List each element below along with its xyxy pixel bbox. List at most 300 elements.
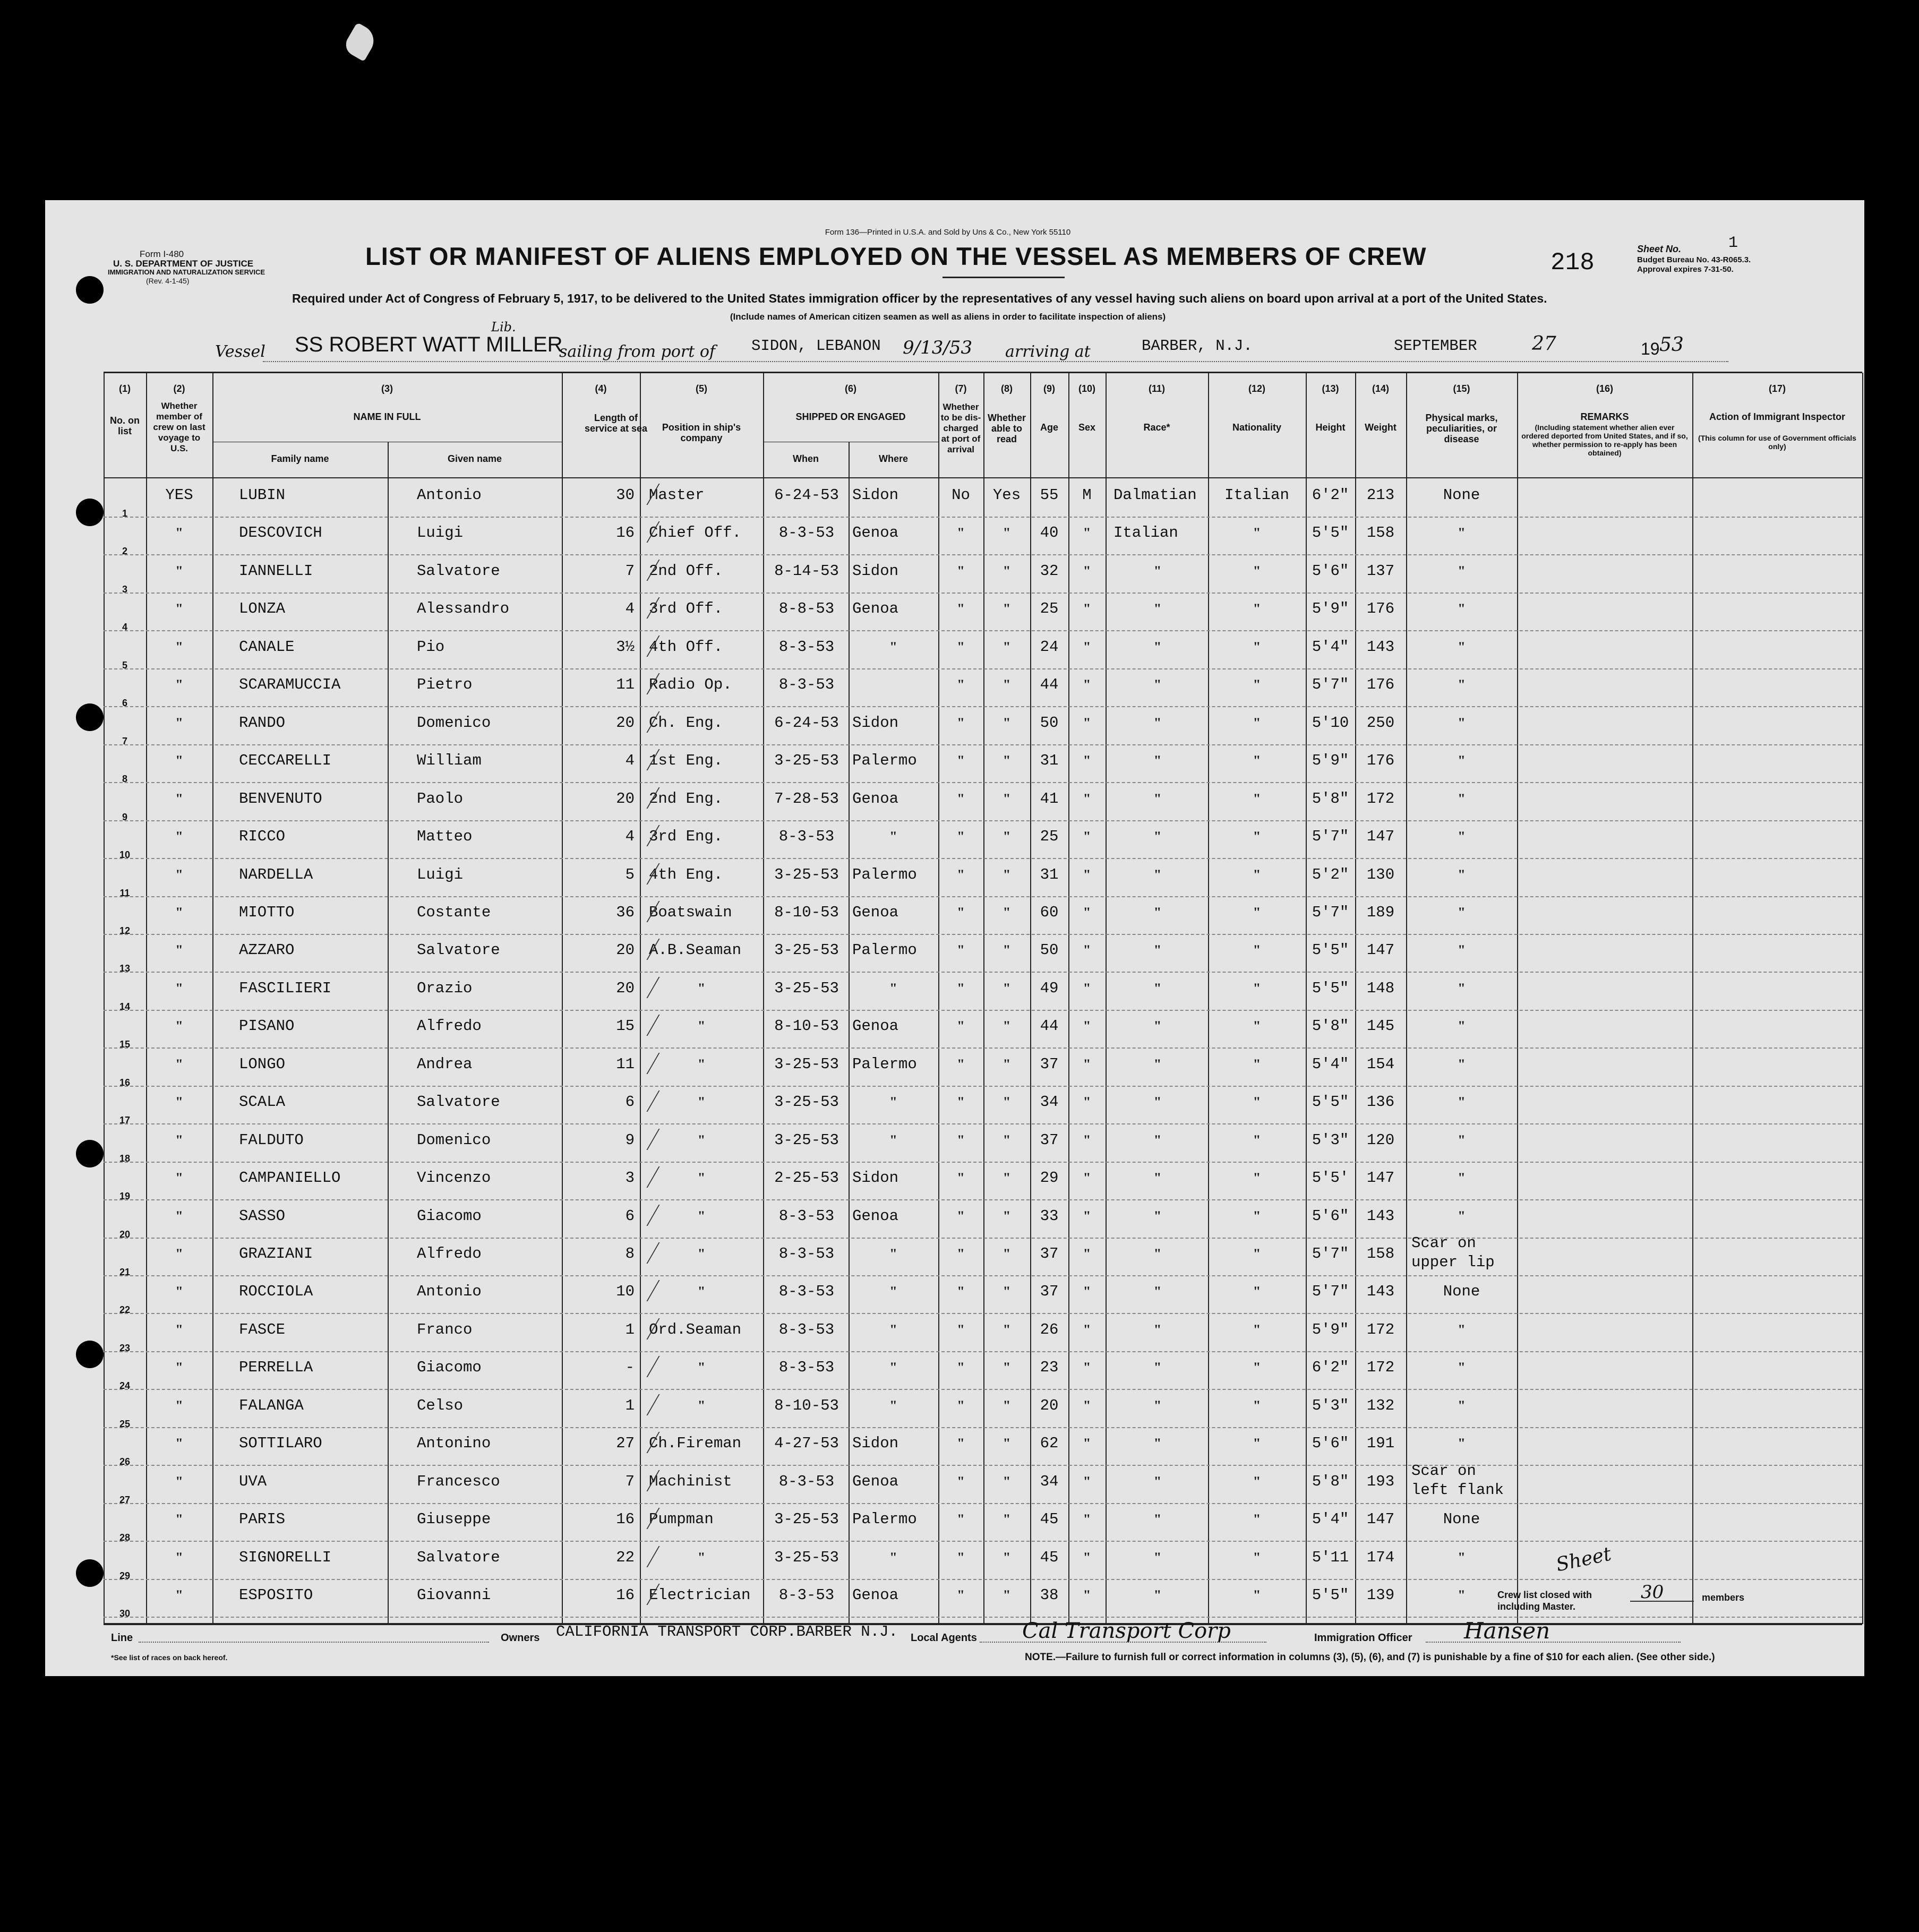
weight-cell: 172 xyxy=(1366,1320,1395,1338)
row-rule xyxy=(104,668,1862,669)
prior-member-cell: " xyxy=(175,1473,183,1489)
read-cell: " xyxy=(1003,601,1011,617)
age-cell: 37 xyxy=(1040,1245,1059,1263)
family-name-cell: ROCCIOLA xyxy=(239,1283,313,1301)
header-family-name: Family name xyxy=(271,453,329,464)
read-cell: " xyxy=(1003,715,1011,731)
col-number: (7) xyxy=(955,383,967,394)
prior-member-cell: " xyxy=(175,1549,183,1565)
age-cell: 62 xyxy=(1040,1435,1059,1453)
row-number-cell: 16 xyxy=(119,1077,131,1088)
race-cell: " xyxy=(1153,1056,1162,1072)
weight-cell: 147 xyxy=(1366,1510,1395,1529)
given-name-cell: Salvatore xyxy=(417,562,500,580)
row-rule xyxy=(104,858,1862,859)
position-cell: " xyxy=(697,1549,706,1565)
sex-cell: " xyxy=(1083,1170,1091,1186)
including-master: including Master. xyxy=(1497,1601,1576,1612)
given-name-cell: Alfredo xyxy=(417,1017,482,1035)
height-cell: 5'4" xyxy=(1312,1510,1349,1529)
prior-member-cell: " xyxy=(175,1284,183,1300)
prior-member-cell: " xyxy=(175,639,183,655)
row-number-cell: 18 xyxy=(119,1153,131,1164)
shipped-where-cell: Sidon xyxy=(852,714,899,732)
service-length-cell: 4 xyxy=(625,828,635,846)
shipped-where-cell: Sidon xyxy=(852,1435,899,1453)
given-name-cell: Alfredo xyxy=(417,1245,482,1263)
age-cell: 34 xyxy=(1040,1093,1059,1111)
shipped-when-cell: 4-27-53 xyxy=(774,1435,839,1453)
shipped-where-cell: Sidon xyxy=(852,486,899,504)
row-rule xyxy=(104,593,1862,594)
row-rule xyxy=(104,972,1862,973)
header-height: Height xyxy=(1315,422,1346,433)
row-number-cell: 15 xyxy=(119,1039,131,1050)
arrival-port: BARBER, N.J. xyxy=(1142,337,1253,355)
agents-signature: Cal Transport Corp xyxy=(1022,1619,1231,1643)
read-cell: " xyxy=(1003,677,1011,693)
crew-closed-unit: members xyxy=(1702,1592,1745,1603)
col-number: (13) xyxy=(1322,383,1339,394)
penalty-note: NOTE.—Failure to furnish full or correct information in columns (3), (5), (6), and (7) is punishable by a fine of $10 for each alien. (See other side.) xyxy=(1025,1652,1715,1663)
row-rule xyxy=(104,896,1862,897)
punch-hole xyxy=(76,703,104,731)
shipped-when-cell: 8-8-53 xyxy=(778,600,835,618)
race-note: *See list of races on back hereof. xyxy=(111,1653,228,1662)
prior-member-cell: " xyxy=(175,1587,183,1603)
physical-marks-cell: " xyxy=(1458,1549,1466,1565)
position-cell: Electrician xyxy=(649,1586,751,1604)
service-length-cell: 1 xyxy=(625,1396,635,1414)
voyage-dotted-line xyxy=(263,361,1728,362)
col-number: (15) xyxy=(1453,383,1470,394)
race-cell: " xyxy=(1153,1436,1162,1452)
physical-marks-line: left flank xyxy=(1411,1481,1504,1499)
service-length-cell: 9 xyxy=(625,1131,635,1149)
race-cell: " xyxy=(1153,1397,1162,1413)
shipped-where-cell: " xyxy=(889,829,897,845)
physical-marks-cell: " xyxy=(1458,980,1466,996)
discharged-cell: " xyxy=(957,1170,965,1186)
col-divider xyxy=(1517,373,1518,1624)
family-name-cell: RANDO xyxy=(239,714,286,732)
race-cell: " xyxy=(1153,1321,1162,1337)
given-name-cell: Salvatore xyxy=(417,941,500,959)
physical-marks-line: upper lip xyxy=(1411,1253,1495,1271)
weight-cell: 132 xyxy=(1366,1396,1395,1414)
age-cell: 31 xyxy=(1040,865,1059,883)
service-length-cell: 16 xyxy=(616,1510,635,1529)
position-cell: " xyxy=(697,1246,706,1261)
given-name-cell: Orazio xyxy=(417,979,473,997)
row-number-cell: 4 xyxy=(122,622,127,633)
discharged-cell: " xyxy=(957,715,965,731)
row-number-cell: 17 xyxy=(119,1115,131,1126)
arrival-day: 27 xyxy=(1532,333,1556,355)
given-name-cell: Luigi xyxy=(417,865,464,883)
shipped-where-cell: Genoa xyxy=(852,600,899,618)
weight-cell: 158 xyxy=(1366,524,1395,542)
service-length-cell: 3½ xyxy=(616,638,635,656)
nationality-cell: " xyxy=(1253,791,1261,806)
row-number-cell: 7 xyxy=(122,735,127,746)
position-cell: Master xyxy=(649,486,705,504)
age-cell: 55 xyxy=(1040,486,1059,504)
shipped-when-cell: 8-3-53 xyxy=(778,828,835,846)
row-rule xyxy=(104,1275,1862,1276)
row-number-cell: 28 xyxy=(119,1532,131,1543)
position-cell: " xyxy=(697,1094,706,1110)
row-number-cell: 10 xyxy=(119,849,131,861)
prior-member-cell: " xyxy=(175,1512,183,1527)
family-name-cell: SCALA xyxy=(239,1093,286,1111)
weight-cell: 147 xyxy=(1366,1169,1395,1187)
discharged-cell: " xyxy=(957,1208,965,1224)
row-number-cell: 24 xyxy=(119,1380,131,1392)
position-cell: Chief Off. xyxy=(649,524,742,542)
shipped-where-cell: Palermo xyxy=(852,1055,917,1073)
row-number-cell: 14 xyxy=(119,1001,131,1012)
prior-member-cell: " xyxy=(175,1018,183,1034)
family-name-cell: CECCARELLI xyxy=(239,752,332,770)
weight-cell: 193 xyxy=(1366,1472,1395,1490)
paper-chip xyxy=(342,22,380,62)
family-name-cell: FALANGA xyxy=(239,1396,304,1414)
shipped-when-cell: 8-10-53 xyxy=(774,903,839,921)
age-cell: 50 xyxy=(1040,714,1059,732)
nationality-cell: " xyxy=(1253,1397,1261,1413)
physical-marks-cell: " xyxy=(1458,1587,1466,1603)
nationality-cell: " xyxy=(1253,1284,1261,1300)
sex-cell: " xyxy=(1083,563,1091,579)
discharged-cell: " xyxy=(957,1094,965,1110)
age-cell: 24 xyxy=(1040,638,1059,656)
discharged-cell: " xyxy=(957,1284,965,1300)
shipped-when-cell: 3-25-53 xyxy=(774,979,839,997)
height-cell: 5'9" xyxy=(1312,1320,1349,1338)
nationality-cell: " xyxy=(1253,525,1261,541)
race-cell: " xyxy=(1153,1512,1162,1527)
age-cell: 25 xyxy=(1040,600,1059,618)
age-cell: 26 xyxy=(1040,1320,1059,1338)
sex-cell: " xyxy=(1083,1436,1091,1452)
col-number: (9) xyxy=(1043,383,1055,394)
nationality-cell: " xyxy=(1253,1170,1261,1186)
age-cell: 40 xyxy=(1040,524,1059,542)
arrival-month: SEPTEMBER xyxy=(1394,337,1477,355)
budget-bureau: Budget Bureau No. 43-R065.3. xyxy=(1637,255,1751,264)
weight-cell: 191 xyxy=(1366,1435,1395,1453)
physical-marks-cell: " xyxy=(1458,1208,1466,1224)
height-cell: 5'5" xyxy=(1312,941,1349,959)
form-number: Form I-480 xyxy=(140,249,184,259)
prior-member-cell: " xyxy=(175,1132,183,1148)
height-cell: 5'6" xyxy=(1312,1207,1349,1225)
discharged-cell: " xyxy=(957,980,965,996)
form-revision: (Rev. 4-1-45) xyxy=(146,277,190,285)
col-number: (12) xyxy=(1248,383,1265,394)
sex-cell: " xyxy=(1083,829,1091,845)
age-cell: 44 xyxy=(1040,1017,1059,1035)
nationality-cell: " xyxy=(1253,563,1261,579)
weight-cell: 145 xyxy=(1366,1017,1395,1035)
header-age: Age xyxy=(1040,422,1058,433)
family-name-cell: AZZARO xyxy=(239,941,295,959)
shipped-when-cell: 3-25-53 xyxy=(774,865,839,883)
read-cell: " xyxy=(1003,639,1011,655)
nationality-cell: " xyxy=(1253,601,1261,617)
weight-cell: 137 xyxy=(1366,562,1395,580)
shipped-when-cell: 8-3-53 xyxy=(778,638,835,656)
sex-cell: " xyxy=(1083,1056,1091,1072)
shipped-where-cell: Palermo xyxy=(852,752,917,770)
read-cell: " xyxy=(1003,1208,1011,1224)
shipped-when-cell: 8-14-53 xyxy=(774,562,839,580)
stamp-number: 218 xyxy=(1550,249,1595,277)
shipped-when-cell: 3-25-53 xyxy=(774,1131,839,1149)
row-rule xyxy=(104,744,1862,745)
service-length-cell: 20 xyxy=(616,714,635,732)
approval-expiry: Approval expires 7-31-50. xyxy=(1637,265,1734,274)
family-name-cell: LUBIN xyxy=(239,486,286,504)
sheet-number: 1 xyxy=(1728,234,1738,252)
physical-marks-cell: " xyxy=(1458,1132,1466,1148)
given-name-cell: Salvatore xyxy=(417,1093,500,1111)
service-length-cell: 3 xyxy=(625,1169,635,1187)
physical-marks-cell: " xyxy=(1458,601,1466,617)
read-cell: " xyxy=(1003,866,1011,882)
col-divider xyxy=(562,373,563,1624)
weight-cell: 172 xyxy=(1366,1359,1395,1377)
crew-closed-label: Crew list closed with xyxy=(1497,1590,1592,1600)
row-rule xyxy=(104,1541,1862,1542)
family-name-cell: SOTTILARO xyxy=(239,1435,322,1453)
service-name: IMMIGRATION AND NATURALIZATION SERVICE xyxy=(108,268,265,276)
shipped-when-cell: 7-28-53 xyxy=(774,789,839,808)
shipped-where-cell: " xyxy=(889,1397,897,1413)
family-name-cell: NARDELLA xyxy=(239,865,313,883)
row-number-cell: 29 xyxy=(119,1570,131,1581)
row-number-cell: 11 xyxy=(119,887,130,898)
weight-cell: 213 xyxy=(1366,486,1395,504)
col-number: (16) xyxy=(1596,383,1613,394)
sex-cell: " xyxy=(1083,866,1091,882)
header-bottom-border xyxy=(104,477,1862,478)
col-divider xyxy=(849,442,850,1624)
shipped-where-cell: Sidon xyxy=(852,1169,899,1187)
race-cell: " xyxy=(1153,942,1162,958)
nationality-cell: Italian xyxy=(1224,486,1289,504)
shipped-where-cell: " xyxy=(889,1360,897,1376)
row-number-cell: 30 xyxy=(119,1608,131,1619)
row-rule xyxy=(104,517,1862,518)
family-name-cell: MIOTTO xyxy=(239,903,295,921)
row-rule xyxy=(104,630,1862,631)
sex-cell: " xyxy=(1083,1549,1091,1565)
race-cell: " xyxy=(1153,904,1162,920)
prior-member-cell: " xyxy=(175,942,183,958)
family-name-cell: RICCO xyxy=(239,828,286,846)
service-length-cell: 27 xyxy=(616,1435,635,1453)
age-cell: 37 xyxy=(1040,1131,1059,1149)
prior-member-cell: " xyxy=(175,829,183,845)
position-cell: " xyxy=(697,1170,706,1186)
row-rule xyxy=(104,706,1862,707)
height-cell: 5'4" xyxy=(1312,638,1349,656)
row-number-cell: 25 xyxy=(119,1418,131,1429)
shipped-when-cell: 3-25-53 xyxy=(774,941,839,959)
age-cell: 50 xyxy=(1040,941,1059,959)
discharged-cell: " xyxy=(957,829,965,845)
col-divider xyxy=(1106,373,1107,1624)
family-name-cell: UVA xyxy=(239,1472,267,1490)
physical-marks-cell: " xyxy=(1458,791,1466,806)
discharged-cell: " xyxy=(957,563,965,579)
weight-cell: 176 xyxy=(1366,676,1395,694)
crew-count-underline xyxy=(1630,1601,1694,1602)
race-cell: " xyxy=(1153,1284,1162,1300)
row-rule xyxy=(104,1086,1862,1087)
race-cell: Dalmatian xyxy=(1113,486,1197,504)
weight-cell: 174 xyxy=(1366,1548,1395,1566)
race-cell: " xyxy=(1153,753,1162,769)
position-cell: A.B.Seaman xyxy=(649,941,742,959)
physical-marks-cell xyxy=(1411,1462,1504,1500)
prior-member-cell: " xyxy=(175,866,183,882)
prior-member-cell: " xyxy=(175,1208,183,1224)
col-number: (6) xyxy=(845,383,856,394)
prior-member-cell: " xyxy=(175,1170,183,1186)
sex-cell: " xyxy=(1083,1018,1091,1034)
height-cell: 5'4" xyxy=(1312,1055,1349,1073)
service-length-cell: 36 xyxy=(616,903,635,921)
service-length-cell: 20 xyxy=(616,789,635,808)
service-length-cell: 11 xyxy=(616,1055,635,1073)
read-cell: " xyxy=(1003,829,1011,845)
family-name-cell: LONZA xyxy=(239,600,286,618)
position-cell: Pumpman xyxy=(649,1510,714,1529)
position-cell: 4th Off. xyxy=(649,638,723,656)
height-cell: 5'8" xyxy=(1312,1472,1349,1490)
family-name-cell: PERRELLA xyxy=(239,1359,313,1377)
nationality-cell: " xyxy=(1253,1094,1261,1110)
given-name-cell: Luigi xyxy=(417,524,464,542)
sheet-label: Sheet No. xyxy=(1637,244,1682,254)
given-name-cell: Pio xyxy=(417,638,445,656)
height-cell: 5'8" xyxy=(1312,789,1349,808)
weight-cell: 176 xyxy=(1366,600,1395,618)
discharged-cell: " xyxy=(957,753,965,769)
physical-marks-cell: " xyxy=(1458,1018,1466,1034)
race-cell: " xyxy=(1153,563,1162,579)
sex-cell: " xyxy=(1083,1321,1091,1337)
given-name-cell: Salvatore xyxy=(417,1548,500,1566)
col-number: (10) xyxy=(1078,383,1095,394)
position-cell: Ch. Eng. xyxy=(649,714,723,732)
col-divider xyxy=(388,442,389,1624)
family-name-cell: SASSO xyxy=(239,1207,286,1225)
discharged-cell: " xyxy=(957,1360,965,1376)
physical-marks-cell: None xyxy=(1443,1510,1480,1529)
weight-cell: 143 xyxy=(1366,638,1395,656)
height-cell: 5'5" xyxy=(1312,1586,1349,1604)
shipped-when-cell: 8-10-53 xyxy=(774,1017,839,1035)
read-cell: " xyxy=(1003,525,1011,541)
sex-cell: " xyxy=(1083,1208,1091,1224)
sex-cell: " xyxy=(1083,753,1091,769)
height-cell: 5'11 xyxy=(1312,1548,1349,1566)
agents-field xyxy=(980,1642,1266,1643)
race-cell: " xyxy=(1153,829,1162,845)
physical-marks-cell: " xyxy=(1458,677,1466,693)
weight-cell: 172 xyxy=(1366,789,1395,808)
given-name-cell: Domenico xyxy=(417,714,491,732)
height-cell: 5'7" xyxy=(1312,676,1349,694)
punch-hole xyxy=(76,1559,104,1587)
race-cell: Italian xyxy=(1113,524,1178,542)
header-weight: Weight xyxy=(1365,422,1397,433)
weight-cell: 147 xyxy=(1366,941,1395,959)
shipped-when-cell: 8-3-53 xyxy=(778,524,835,542)
height-cell: 5'7" xyxy=(1312,828,1349,846)
header-sex: Sex xyxy=(1078,422,1096,433)
row-rule xyxy=(104,1503,1862,1504)
given-name-cell: Antonio xyxy=(417,1283,482,1301)
header-given-name: Given name xyxy=(447,453,502,464)
nationality-cell: " xyxy=(1253,866,1261,882)
row-number-cell: 20 xyxy=(119,1229,131,1240)
height-cell: 5'8" xyxy=(1312,1017,1349,1035)
physical-marks-cell: " xyxy=(1458,1094,1466,1110)
col-number: (1) xyxy=(119,383,131,394)
given-name-cell: Alessandro xyxy=(417,600,510,618)
prior-member-cell: " xyxy=(175,525,183,541)
officer-signature: Hansen xyxy=(1464,1618,1550,1644)
department: U. S. DEPARTMENT OF JUSTICE xyxy=(113,259,254,269)
discharged-cell: " xyxy=(957,1132,965,1148)
given-name-cell: Andrea xyxy=(417,1055,473,1073)
age-cell: 23 xyxy=(1040,1359,1059,1377)
race-cell: " xyxy=(1153,1246,1162,1261)
service-length-cell: 20 xyxy=(616,979,635,997)
shipped-when-cell: 8-3-53 xyxy=(778,1207,835,1225)
sex-cell: " xyxy=(1083,942,1091,958)
header-position: Position in ship's company xyxy=(662,422,741,443)
age-cell: 44 xyxy=(1040,676,1059,694)
physical-marks-cell: " xyxy=(1458,639,1466,655)
discharged-cell: " xyxy=(957,1436,965,1452)
age-cell: 25 xyxy=(1040,828,1059,846)
header-discharged: Whether to be dis-charged at port of arrival xyxy=(940,402,981,454)
read-cell: Yes xyxy=(992,486,1021,504)
position-cell: Machinist xyxy=(649,1472,732,1490)
discharged-cell: " xyxy=(957,601,965,617)
physical-marks-line: Scar on xyxy=(1411,1462,1476,1480)
service-length-cell: 4 xyxy=(625,600,635,618)
given-name-cell: Costante xyxy=(417,903,491,921)
shipped-where-cell: " xyxy=(889,1284,897,1300)
family-name-cell: CANALE xyxy=(239,638,295,656)
sex-cell: " xyxy=(1083,904,1091,920)
prior-member-cell: " xyxy=(175,1056,183,1072)
weight-cell: 176 xyxy=(1366,752,1395,770)
shipped-when-cell: 8-3-53 xyxy=(778,1283,835,1301)
shipped-where-cell: " xyxy=(889,1094,897,1110)
weight-cell: 154 xyxy=(1366,1055,1395,1073)
shipped-where-cell: Genoa xyxy=(852,1207,899,1225)
race-cell: " xyxy=(1153,1473,1162,1489)
height-cell: 6'2" xyxy=(1312,486,1349,504)
